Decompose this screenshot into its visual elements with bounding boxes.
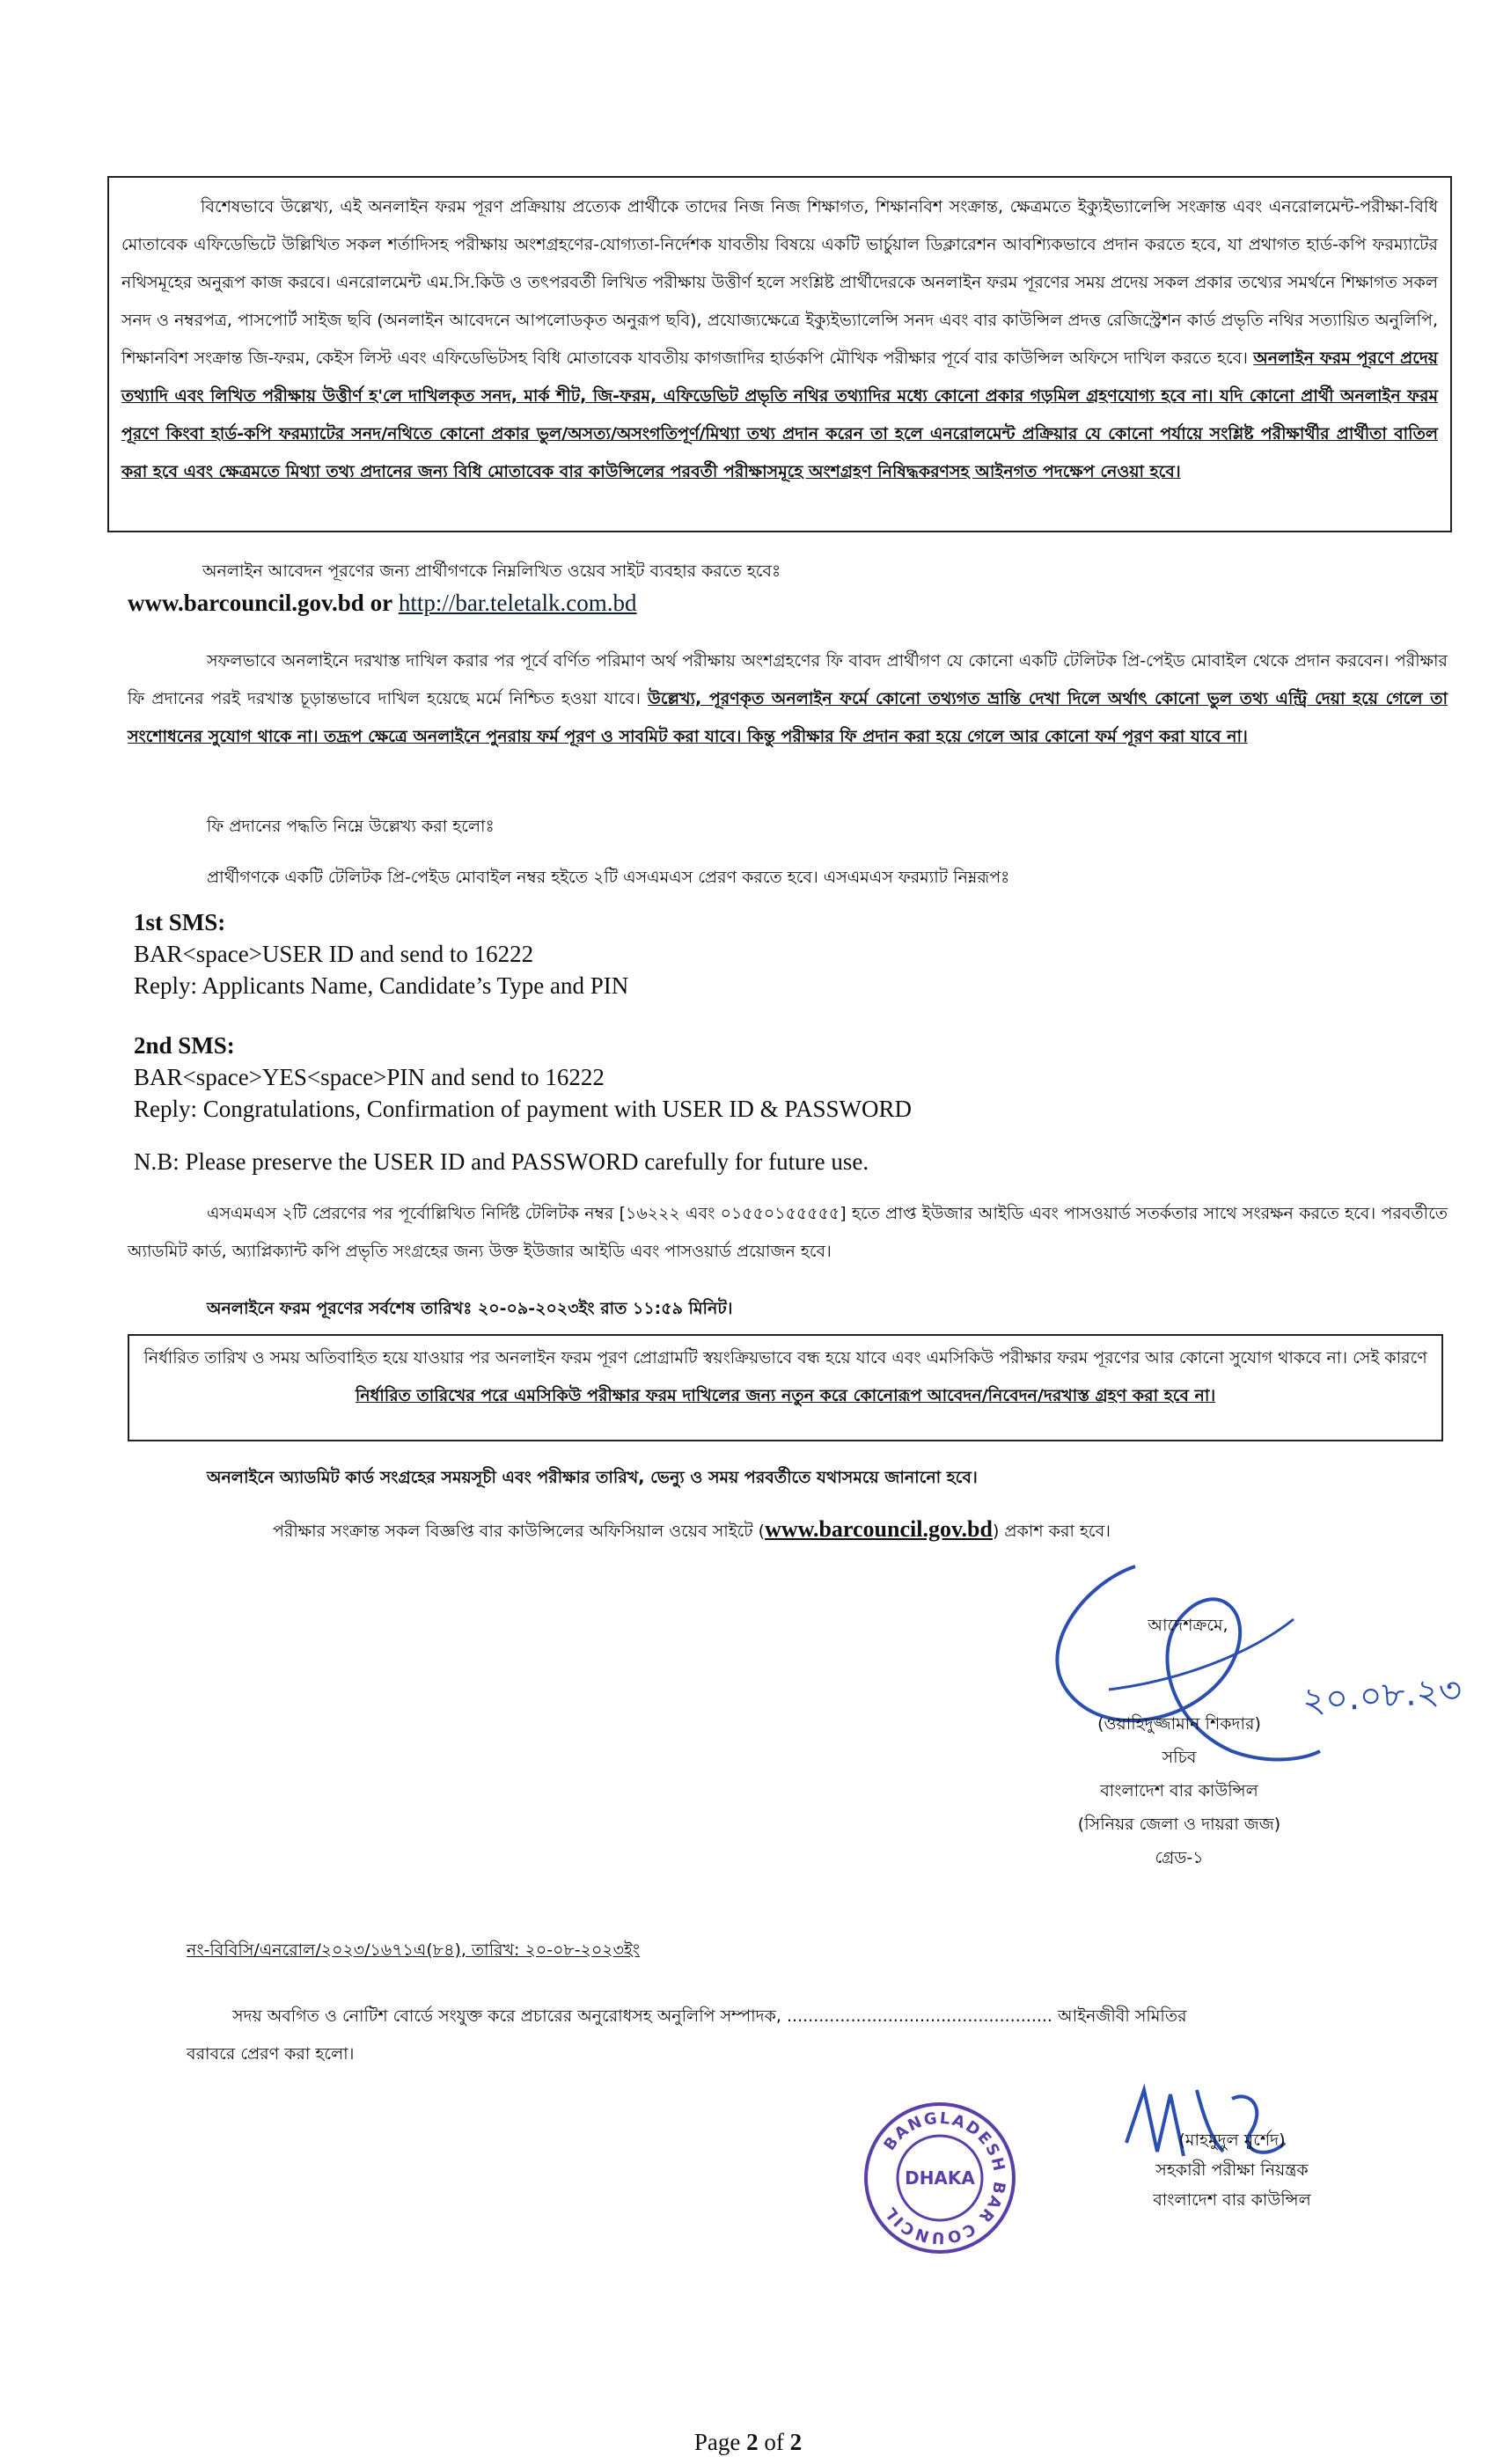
preserve-paragraph — [128, 1195, 1448, 1271]
publish-before: পরীক্ষার সংক্রান্ত সকল বিজ্ঞপ্তি বার কাউন্সিলের অফিসিয়াল ওয়েব সাইটে ( — [273, 1522, 766, 1541]
seal-center-text: DHAKA — [905, 2167, 975, 2189]
preserve-text: এসএমএস ২টি প্রেরণের পর পূর্বোল্লিখিত নির্দিষ্ট টেলিটক নম্বর [১৬২২২ এবং ০১৫৫০১৫৫৫৫৫] হতে প্রাপ্ত ইউজার আইডি এবং পাসওয়ার্ড সতর্কতার সাথে সংরক্ষন করতে হবে। পরবর্তীতে অ্যাডমিট কার্ড, অ্যাপ্লিক্যান্ট কপি প্রভৃতি সংগ্রহের জন্য উক্ত ইউজার আইডি এবং পাসওয়ার্ড প্রয়োজন হবে। — [128, 1204, 1448, 1261]
website-link-2[interactable]: http://bar.teletalk.com.bd — [398, 590, 637, 616]
admit-note — [128, 1459, 1448, 1497]
signature1-grade: গ্রেড-১ — [1155, 1848, 1204, 1867]
footer-of-word: of — [764, 2429, 784, 2455]
sms-intro — [128, 859, 1448, 897]
signature1-rank: (সিনিয়র জেলা ও দায়রা জজ) — [1077, 1815, 1281, 1834]
footer-page-word: Page — [693, 2429, 741, 2455]
deadline-box-normal: নির্ধারিত তারিখ ও সময় অতিবাহিত হয়ে যাওয়ার পর অনলাইন ফরম পূরণ প্রোগ্রামটি স্বয়ংক্রিয়ভাবে বন্ধ হয়ে যাবে এবং এমসিকিউ পরীক্ষার ফরম পূরণের আর কোনো সুযোগ থাকবে না। সেই কারণে — [143, 1348, 1427, 1368]
admit-note-text: অনলাইনে অ্যাডমিট কার্ড সংগ্রহের সময়সূচী এবং পরীক্ষার তারিখ, ভেন্যু ও সময় পরবর্তীতে যথাসময়ে জানানো হবে। — [207, 1468, 978, 1487]
sms2-title: 2nd SMS: — [134, 1032, 235, 1059]
notice-text — [121, 188, 1438, 491]
website-line — [128, 590, 1448, 617]
copy-text-2: বরাবরে প্রেরণ করা হলো। — [187, 2044, 355, 2064]
signature2-block — [1082, 2125, 1382, 2215]
fee-method-text: ফি প্রদানের পদ্ধতি নিম্নে উল্লেখ্য করা হলোঃ — [207, 817, 495, 836]
bar-council-seal — [861, 2099, 1019, 2257]
online-apply-intro-text: অনলাইন আবেদন পূরণের জন্য প্রার্থীগণকে নিম্নলিখিত ওয়েব সাইট ব্যবহার করতে হবেঃ — [202, 561, 781, 581]
fee-normal-text: সফলভাবে অনলাইনে দরখাস্ত দাখিল করার পর পূর্বে বর্ণিত পরিমাণ অর্থ পরীক্ষায় অংশগ্রহণের ফি বাবদ প্রার্থীগণ যে কোনো একটি টেলিটক প্রি-পেইড মোবাইল থেকে প্রদান করবেন। পরীক্ষার ফি প্রদানের পরই দরখাস্ত চূড়ান্তভাবে দাখিল হয়েছে মর্মে নিশ্চিত হওয়া যাবে। — [128, 651, 1448, 708]
publish-link[interactable]: www.barcouncil.gov.bd — [765, 1516, 993, 1542]
sms2-block — [134, 1030, 1366, 1125]
deadline-box — [128, 1334, 1443, 1441]
memo-number: নং-বিবিসি/এনরোল/২০২৩/১৬৭১এ(৮৪), তারিখ: ২০-০৮-২০২৩ইং — [187, 1940, 641, 1960]
footer-page-total: 2 — [789, 2429, 803, 2455]
fee-emphasis-text: উল্লেখ্য, পূরণকৃত অনলাইন ফর্মে কোনো তথ্যগত ভ্রান্তি দেখা দিলে অর্থাৎ কোনো ভুল তথ্য এন্ট্রি দেয়া হয়ে গেলে তা সংশোধনের সুযোগ থাকে না। তদ্রূপ ক্ষেত্রে অনলাইনে পুনরায় ফর্ম পূরণ ও সাবমিট করা যাবে। কিন্তু পরীক্ষার ফি প্রদান করা হয়ে গেলে আর কোনো ফর্ম পূরণ করা যাবে না। — [128, 689, 1448, 746]
notice-emphasis-text: অনলাইন ফরম পূরণে প্রদেয় তথ্যাদি এবং লিখিত পরীক্ষায় উত্তীর্ণ হ'লে দাখিলকৃত সনদ, মার্ক শীট, জি-ফরম, এফিডেভিট প্রভৃতি নথির তথ্যাদির মধ্যে কোনো প্রকার গড়মিল গ্রহণযোগ্য হবে না। যদি কোনো প্রার্থী অনলাইন ফরম পূরণে কিংবা হার্ড-কপি ফরম্যাটের সনদ/নথিতে কোনো প্রকার ভুল/অসত্য/অসংগতিপূর্ণ/মিথ্যা তথ্য প্রদান করেন তা হলে এনরোলমেন্ট প্রক্রিয়ার যে কোনো পর্যায়ে সংশ্লিষ্ট পরীক্ষার্থীর প্রার্থীতা বাতিল করা হবে এবং ক্ষেত্রমতে মিথ্যা তথ্য প্রদানের জন্য বিধি মোতাবেক বার কাউন্সিলের পরবর্তী পরীক্ষাসমূহে অংশগ্রহণ নিষিদ্ধকরণসহ আইনগত পদক্ষেপ নেওয়া হবে। — [121, 348, 1438, 481]
sms1-block — [134, 906, 1366, 1001]
deadline-line — [128, 1290, 1448, 1328]
signature2-title: সহকারী পরীক্ষা নিয়ন্ত্রক — [1155, 2160, 1309, 2180]
website-or: or — [370, 590, 393, 616]
footer-page-number: 2 — [746, 2429, 759, 2455]
signature2-org: বাংলাদেশ বার কাউন্সিল — [1153, 2190, 1311, 2210]
seal-ring-text: BANGLADESH BAR COUNCIL — [880, 2108, 1009, 2248]
notice-normal-text: বিশেষভাবে উল্লেখ্য, এই অনলাইন ফরম পূরণ প্রক্রিয়ায় প্রত্যেক প্রার্থীকে তাদের নিজ নিজ শিক্ষাগত, শিক্ষানবিশ সংক্রান্ত, ক্ষেত্রমতে ইক্যুইভ্যালেন্সি সংক্রান্ত এবং এনরোলমেন্ট-পরীক্ষা-বিধি মোতাবেক এফিডেভিটে উল্লিখিত সকল শর্তাদিসহ পরীক্ষায় অংশগ্রহণের-যোগ্যতা-নির্দেশক যাবতীয় বিষয়ে একটি ভার্চুয়াল ডিক্লারেশন আবশ্যিকভাবে প্রদান করতে হবে, যা প্রথাগত হার্ড-কপি ফরম্যাটের নথিসমূহের অনুরূপ কাজ করবে। এনরোলমেন্ট এম.সি.কিউ ও তৎপরবর্তী লিখিত পরীক্ষায় উত্তীর্ণ হলে সংশ্লিষ্ট প্রার্থীদেরকে অনলাইন ফরম পূরণের সময় প্রদেয় সকল প্রকার তথ্যের সমর্থনে শিক্ষাগত সকল সনদ ও নম্বরপত্র, পাসপোর্ট সাইজ ছবি (অনলাইন আবেদনে আপলোডকৃত অনুরূপ ছবি), প্রযোজ্যক্ষেত্রে ইক্যুইভ্যালেন্সি সনদ এবং বার কাউন্সিল প্রদত্ত রেজিস্ট্রেশন কার্ড প্রভৃতি নথির সত্যায়িত অনুলিপি, শিক্ষানবিশ সংক্রান্ত জি-ফরম, কেইস লিস্ট এবং এফিডেভিটসহ বিধি মোতাবেক যাবতীয় কাগজাদির হার্ডকপি মৌখিক পরীক্ষার পূর্বে বার কাউন্সিল অফিসে দাখিল করতে হবে। — [121, 197, 1439, 368]
copy-paragraph — [187, 1998, 1445, 2073]
fee-paragraph — [128, 642, 1448, 756]
signature2-name: (মাহমুদুল মুর্শেদ) — [1178, 2130, 1286, 2150]
sms1-line2: Reply: Applicants Name, Candidate’s Type and PIN — [134, 972, 629, 999]
sms-intro-text: প্রার্থীগণকে একটি টেলিটক প্রি-পেইড মোবাইল নম্বর হইতে ২টি এসএমএস প্রেরণ করতে হবে। এসএমএস ফরম্যাট নিম্নরূপঃ — [207, 868, 1010, 887]
fee-method — [128, 808, 1448, 846]
sms2-line1: BAR<space>YES<space>PIN and send to 16222 — [134, 1064, 605, 1090]
sms2-line2: Reply: Congratulations, Confirmation of payment with USER ID & PASSWORD — [134, 1096, 912, 1122]
signature1-order: আদেশক্রমে, — [1148, 1616, 1228, 1635]
handwritten-date: ২০.০৮.২৩ — [1301, 1669, 1463, 1722]
deadline-text: অনলাইনে ফরম পূরণের সর্বশেষ তারিখঃ ২০-০৯-২০২৩ইং রাত ১১:৫৯ মিনিট। — [207, 1299, 733, 1318]
page-footer — [0, 2429, 1496, 2456]
online-apply-intro — [123, 553, 1443, 590]
publish-after: ) প্রকাশ করা হবে। — [992, 1522, 1111, 1541]
copy-text: সদয় অবগিত ও নোটিশ বোর্ডে সংযুক্ত করে প্রচারের অনুরোধসহ অনুলিপি সম্পাদক, .................................................. আইনজীবী সমিতির — [232, 2006, 1187, 2026]
sms1-line1: BAR<space>USER ID and send to 16222 — [134, 941, 534, 967]
signature1-block — [1030, 1707, 1329, 1874]
signature1-org: বাংলাদেশ বার কাউন্সিল — [1100, 1781, 1258, 1800]
signature1-title: সচিব — [1162, 1748, 1197, 1767]
sms1-title: 1st SMS: — [134, 909, 226, 935]
signature1-name: (ওয়াহিদুজ্জামান শিকদার) — [1097, 1714, 1261, 1734]
notice-box — [107, 176, 1452, 532]
deadline-box-emphasis: নির্ধারিত তারিখের পরে এমসিকিউ পরীক্ষার ফরম দাখিলের জন্য নতুন করে কোনোরূপ আবেদন/নিবেদন/দরখাস্ত গ্রহণ করা হবে না। — [355, 1386, 1216, 1405]
website-link-1[interactable]: www.barcouncil.gov.bd — [128, 590, 364, 616]
publish-note — [128, 1510, 1448, 1551]
nb-note: N.B: Please preserve the USER ID and PASSWORD carefully for future use. — [134, 1148, 869, 1175]
